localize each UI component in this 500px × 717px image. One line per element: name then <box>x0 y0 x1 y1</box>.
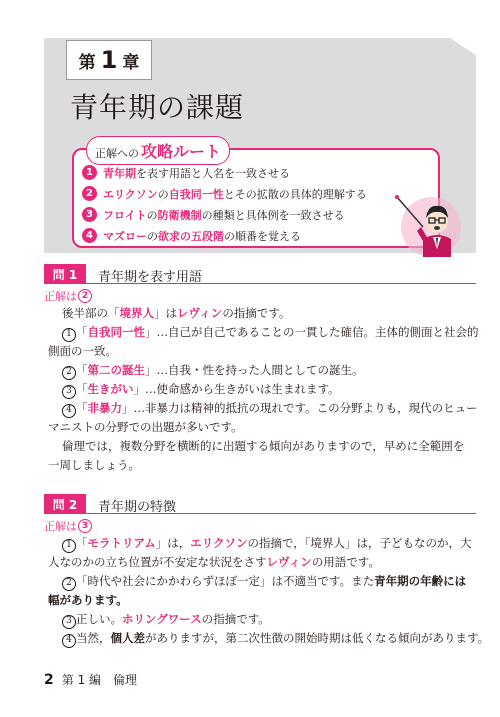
strategy-route-label <box>86 136 230 165</box>
emphasis-text: 青年期の年齢には <box>374 574 467 588</box>
answer-label: 正解は <box>44 290 77 303</box>
text: 」は， <box>155 536 191 550</box>
question-1-answer <box>44 288 92 304</box>
text: 正しい。 <box>76 612 122 626</box>
chapter-prefix: 第 <box>78 52 96 73</box>
text: 「 <box>76 363 88 377</box>
text-line <box>62 381 340 399</box>
text-line: 倫理では，複数分野を横断的に出題する傾向がありますので，早めに全範囲を <box>62 439 465 453</box>
text-line: 側面の一致。 <box>48 344 117 358</box>
route-number-badge: 3 <box>82 207 97 222</box>
text: 」…使命感から生きがいは生まれます。 <box>133 382 340 396</box>
route-item <box>82 225 367 246</box>
option-number: 3 <box>62 615 76 629</box>
answer-number: 2 <box>78 289 92 303</box>
route-keyword: エリクソン <box>103 187 158 201</box>
text-line <box>62 362 364 380</box>
keyword: 第二の誕生 <box>87 363 145 377</box>
route-text: とその拡散の具体的理解する <box>223 187 367 201</box>
option-number: 2 <box>62 366 76 380</box>
question-2-answer <box>44 518 92 534</box>
text-line <box>62 535 472 553</box>
route-keyword: 欲求の五段階 <box>158 229 224 243</box>
route-keyword: マズロー <box>103 229 147 243</box>
text: 人なのかの立ち位置が不安定な状況をさす <box>48 555 267 569</box>
text: 「時代や社会にかかわらずほぼ一定」は不適当です。また <box>76 574 375 588</box>
route-item <box>82 204 367 225</box>
text: の指摘です。 <box>201 612 270 626</box>
answer-label: 正解は <box>44 520 77 533</box>
text-line <box>62 611 270 629</box>
route-text: の順番を覚える <box>224 229 301 243</box>
route-number-badge: 2 <box>82 186 97 201</box>
route-keyword: 自我同一性 <box>168 187 224 201</box>
option-number: 4 <box>62 404 76 418</box>
section-label: 第 1 編 倫理 <box>61 673 138 687</box>
emphasis-text: 個人差 <box>110 631 145 645</box>
route-item <box>82 162 367 183</box>
text: の用語です。 <box>311 555 380 569</box>
question-2-header <box>44 494 476 514</box>
chapter-label <box>66 40 152 80</box>
option-number: 1 <box>62 328 76 342</box>
answer-number: 3 <box>78 519 92 533</box>
text: 」…非暴力は精神的抵抗の現れです。この分野よりも，現代のヒュー <box>122 401 478 415</box>
route-label-main: 攻略ルート <box>141 142 222 161</box>
text: 「 <box>76 382 88 396</box>
question-tag: 問 1 <box>44 264 86 284</box>
keyword: ホリングワース <box>122 612 202 626</box>
text: 」は <box>154 306 177 320</box>
keyword: 生きがい <box>87 382 134 396</box>
chapter-suffix: 章 <box>122 52 140 73</box>
text-line <box>62 573 466 591</box>
text-line: 一周しましょう。 <box>48 458 140 472</box>
page-number: 2 <box>44 672 54 688</box>
text: 「 <box>76 536 88 550</box>
route-text: の <box>157 187 169 201</box>
option-number: 3 <box>62 385 76 399</box>
route-keyword: 青年期 <box>103 166 136 180</box>
keyword: 自我同一性 <box>87 325 145 339</box>
text-line: マニストの分野での出題が多いです。 <box>48 420 243 434</box>
keyword: 境界人 <box>119 306 154 320</box>
text: 」…自己が自己であることの一貫した確信。主体的側面と社会的 <box>145 325 479 339</box>
teacher-illustration <box>393 191 477 257</box>
route-text: の <box>147 229 158 243</box>
option-number: 4 <box>62 634 76 648</box>
route-item <box>82 183 367 204</box>
text-line <box>62 305 290 321</box>
route-keyword: 防衛機制 <box>157 208 202 222</box>
text: の指摘です。 <box>222 306 291 320</box>
page-footer <box>44 671 137 688</box>
text: 当然， <box>76 631 111 645</box>
text: 「 <box>76 325 88 339</box>
route-keyword: フロイト <box>103 208 147 222</box>
text-line: 幅があります。 <box>48 593 128 607</box>
question-tag: 問 2 <box>44 494 86 514</box>
text-line <box>62 630 489 648</box>
text: の指摘で，「境界人」は，子どもなのか，大 <box>247 536 472 550</box>
route-label-prefix: 正解への <box>95 147 139 160</box>
chapter-title: 青年期の課題 <box>70 91 245 124</box>
strategy-route-list <box>82 162 367 246</box>
keyword: エリクソン <box>190 536 248 550</box>
keyword: モラトリアム <box>87 536 156 550</box>
text: がありますが，第二次性徴の開始時期は低くなる傾向があります。 <box>145 631 490 645</box>
keyword: レヴィン <box>177 306 223 320</box>
route-text: の種類と具体例を一致させる <box>201 208 345 222</box>
option-number: 1 <box>62 539 76 553</box>
option-number: 2 <box>62 577 76 591</box>
keyword: 非暴力 <box>87 401 122 415</box>
text: 「 <box>76 401 88 415</box>
text-line <box>62 400 478 418</box>
question-1-header <box>44 264 476 284</box>
question-title: 青年期の特徴 <box>98 500 177 515</box>
keyword: レヴィン <box>266 555 312 569</box>
question-title: 青年期を表す用語 <box>98 270 203 285</box>
text: 後半部の「 <box>62 306 120 320</box>
route-text: の <box>146 208 158 222</box>
route-text: を表す用語と人名を一致させる <box>136 166 290 180</box>
route-number-badge: 1 <box>82 165 97 180</box>
route-number-badge: 4 <box>82 228 97 243</box>
chapter-number: 1 <box>100 46 118 74</box>
text-line <box>62 324 479 342</box>
text: 」…自我・性を持った人間としての誕生。 <box>145 363 364 377</box>
text-line <box>48 554 380 570</box>
